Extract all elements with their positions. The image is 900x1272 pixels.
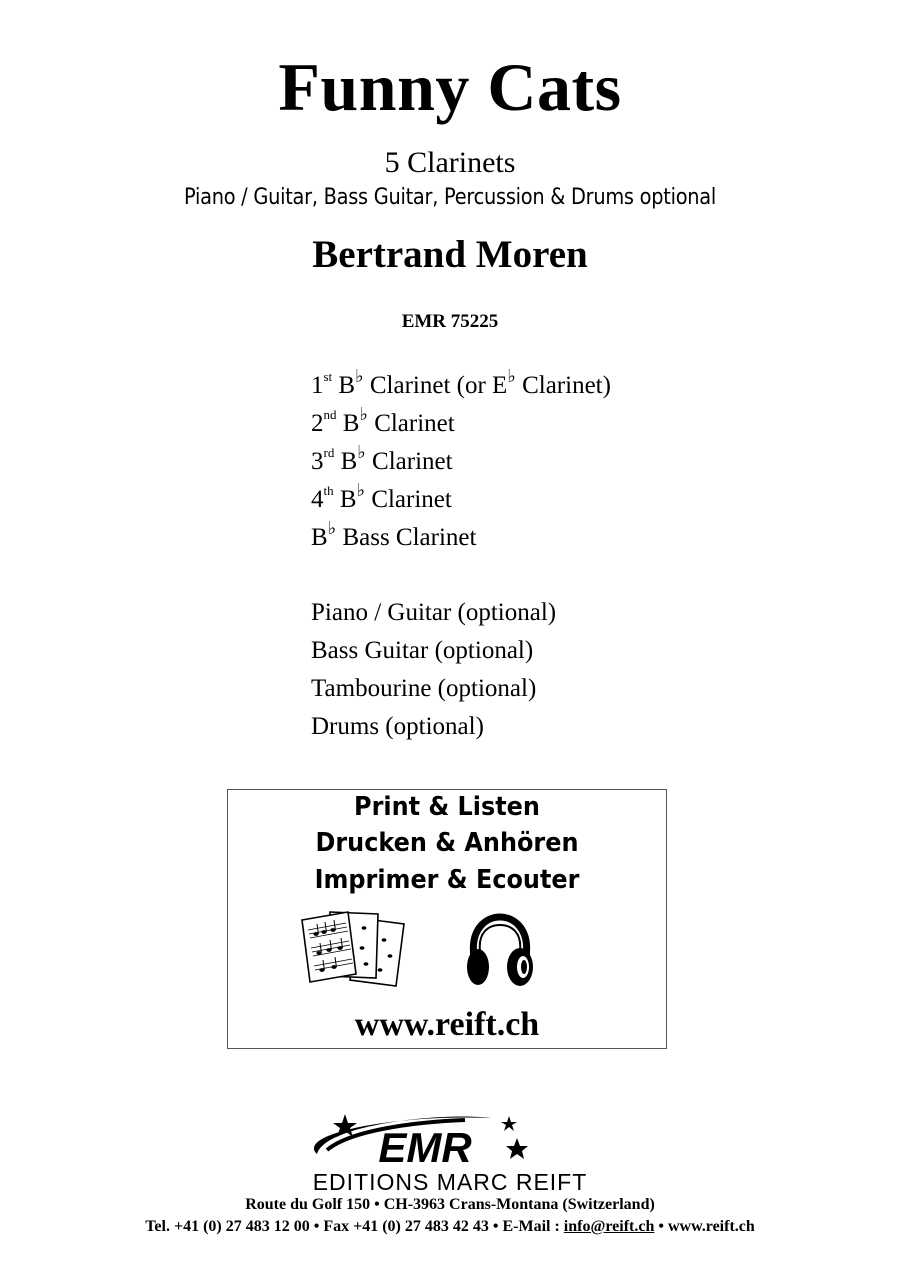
part-name: Clarinet <box>365 486 452 513</box>
instrumentation-line: Piano / Guitar, Bass Guitar, Percussion & Drums optional <box>184 185 716 210</box>
part-number: 4 <box>311 486 324 513</box>
optional-part-item: Drums (optional) <box>311 713 484 740</box>
promo-line-english: Print & Listen <box>354 792 540 822</box>
key-letter: B <box>340 448 358 475</box>
flat-sign: ♭ <box>355 366 364 386</box>
publisher-contact <box>0 1218 900 1236</box>
clarinet-part-item <box>311 405 611 443</box>
key-letter: B <box>338 372 356 399</box>
part-number: 2 <box>311 410 324 437</box>
flat-sign: ♭ <box>507 366 516 386</box>
flat-sign: ♭ <box>359 404 368 424</box>
optional-part-item: Piano / Guitar (optional) <box>311 599 557 626</box>
promo-line-german: Drucken & Anhören <box>315 828 579 858</box>
clarinet-part-item <box>311 443 611 481</box>
optional-part-item: Bass Guitar (optional) <box>311 637 534 664</box>
ordinal-suffix: nd <box>323 407 337 422</box>
contact-website[interactable]: • www.reift.ch <box>654 1218 755 1235</box>
promo-line-french: Imprimer & Ecouter <box>314 865 580 895</box>
catalog-number: EMR 75225 <box>401 311 499 332</box>
part-number: 1 <box>311 372 324 399</box>
key-letter: B <box>311 524 328 551</box>
headphones-icon <box>464 913 536 989</box>
flat-sign: ♭ <box>357 442 366 462</box>
sheet-music-icon <box>300 908 410 988</box>
part-number: 3 <box>311 448 324 475</box>
ordinal-suffix: st <box>323 369 333 384</box>
logo-publisher-name: EDITIONS MARC REIFT <box>312 1169 588 1195</box>
composer-name: Bertrand Moren <box>312 233 588 276</box>
email-link[interactable]: info@reift.ch <box>563 1218 655 1235</box>
emr-publisher-logo <box>255 1110 645 1195</box>
clarinet-part-item <box>311 367 611 405</box>
ordinal-suffix: rd <box>323 445 335 460</box>
part-name: Clarinet (or <box>363 372 493 399</box>
optional-parts-list <box>311 594 556 746</box>
part-name: Clarinet <box>365 448 453 475</box>
key-letter: B <box>339 486 357 513</box>
clarinet-parts-list <box>311 367 611 557</box>
optional-part-item: Tambourine (optional) <box>311 675 537 702</box>
logo-emr-text: EMR <box>378 1124 472 1171</box>
clarinet-part-item <box>311 481 611 519</box>
key-letter: B <box>342 410 360 437</box>
clarinet-part-item <box>311 519 611 557</box>
promo-website-link[interactable]: www.reift.ch <box>354 1006 540 1043</box>
contact-phone-fax: Tel. +41 (0) 27 483 12 00 • Fax +41 (0) 27 483 42 43 • E-Mail : <box>145 1218 564 1235</box>
part-name: Bass Clarinet <box>336 524 477 551</box>
ensemble-subtitle: 5 Clarinets <box>384 146 516 179</box>
flat-sign: ♭ <box>327 518 337 538</box>
ordinal-suffix: th <box>323 483 334 498</box>
part-name: Clarinet <box>367 410 455 437</box>
score-title: Funny Cats <box>278 49 622 125</box>
publisher-address: Route du Golf 150 • CH-3963 Crans-Montana (Switzerland) <box>245 1196 655 1213</box>
flat-sign: ♭ <box>356 480 366 500</box>
part-name: Clarinet) <box>515 372 611 399</box>
print-and-listen-box <box>227 789 667 1049</box>
key-letter: E <box>492 372 508 399</box>
